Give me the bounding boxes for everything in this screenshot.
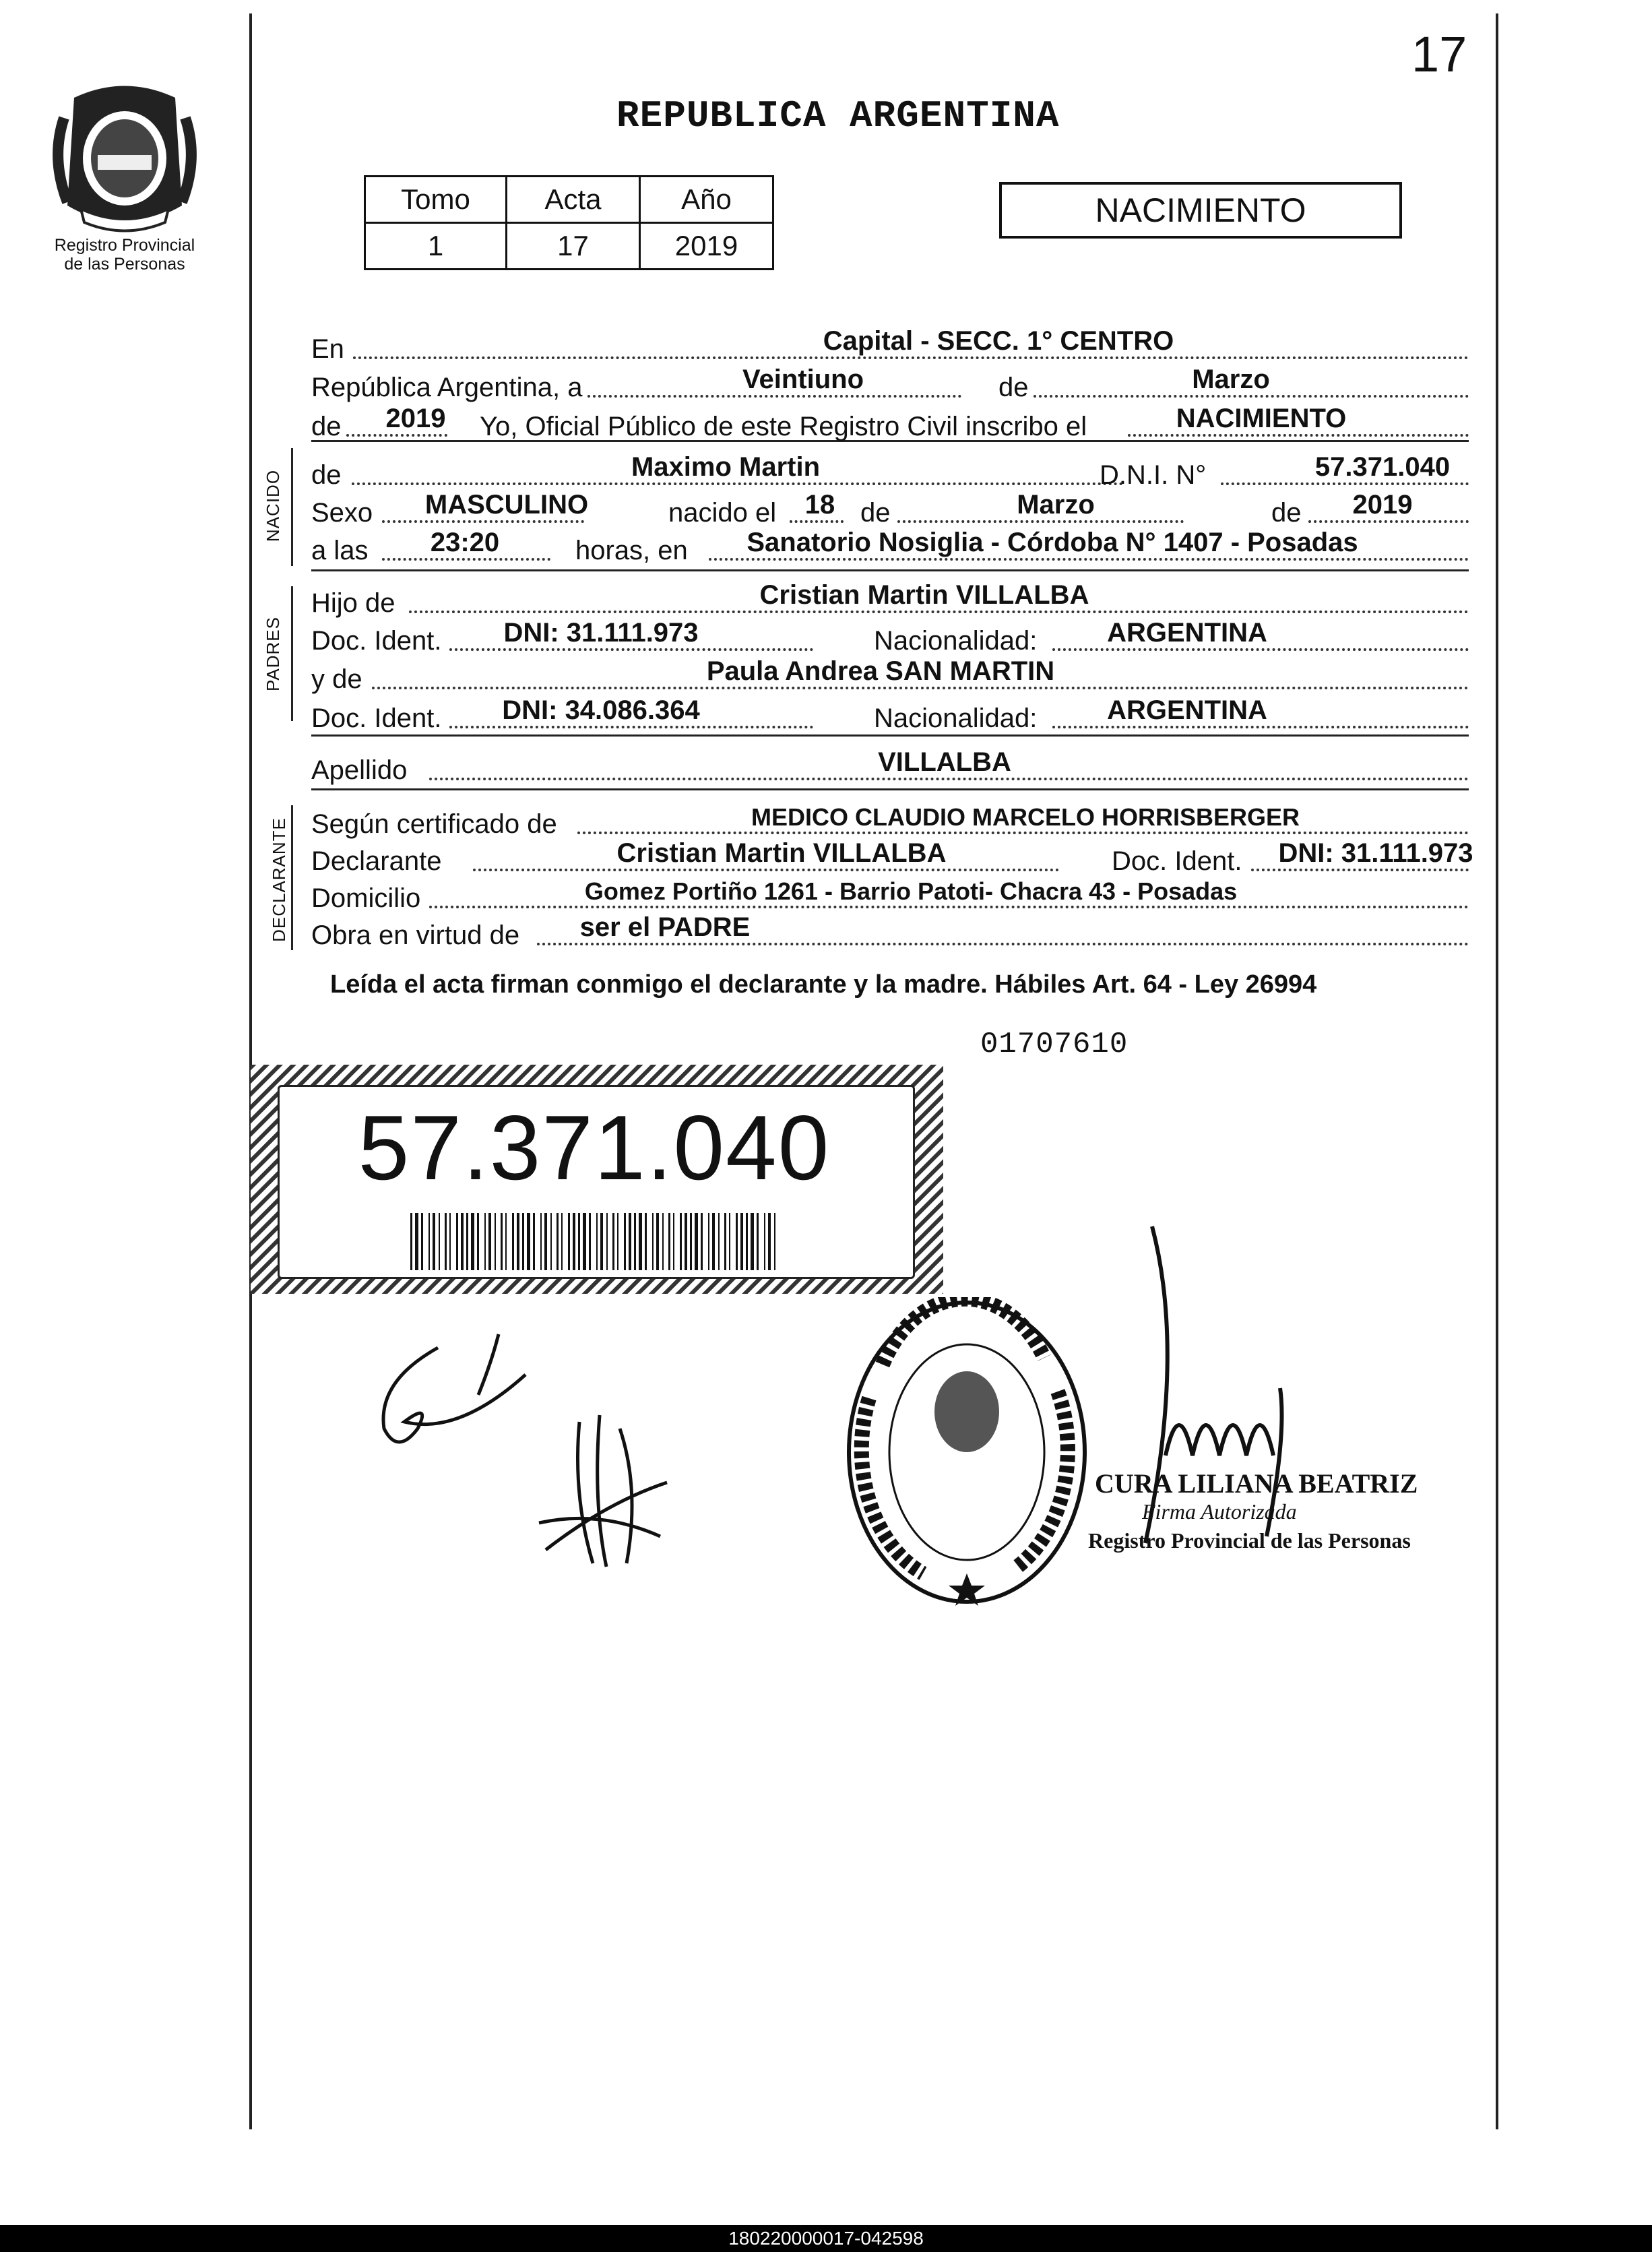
label-domicilio: Domicilio (311, 883, 421, 913)
signatory-role: Firma Autorizada (1142, 1499, 1297, 1524)
value-inscribo: NACIMIENTO (1176, 404, 1347, 433)
divider-declarante-top (311, 788, 1469, 790)
label-doc1: Doc. Ident. (311, 626, 442, 656)
value-apellido: VILLALBA (878, 747, 1011, 777)
registry-seal-icon (842, 1297, 1091, 1607)
label-obra: Obra en virtud de (311, 920, 520, 950)
value-nac2: ARGENTINA (1107, 695, 1267, 725)
closing-text: Leída el acta firman conmigo el declarante y la madre. Hábiles Art. 64 - Ley 26994 (330, 970, 1317, 999)
row-sexo (311, 491, 1469, 531)
dots (352, 482, 1123, 485)
side-label-nacido: NACIDO (263, 469, 284, 542)
row-segun (311, 802, 1469, 842)
bracket-nacido (291, 448, 293, 566)
label-de2: de (311, 412, 342, 441)
value-sexo: MASCULINO (424, 490, 589, 520)
row-obra (311, 913, 1469, 953)
bracket-declarante (291, 805, 293, 950)
side-label-declarante: DECLARANTE (268, 817, 289, 942)
value-lugar: Sanatorio Nosiglia - Córdoba N° 1407 - Posadas (746, 528, 1358, 557)
row-y-de (311, 657, 1469, 697)
label-a-las: a las (311, 536, 369, 565)
signature-2 (532, 1402, 680, 1570)
header-acta: Acta (507, 177, 640, 223)
logo-line-2: de las Personas (64, 255, 185, 274)
dots (1221, 482, 1469, 485)
row-doc-madre (311, 696, 1469, 737)
value-anio: 2019 (385, 404, 446, 433)
value-acta: 17 (507, 223, 640, 270)
value-padre: Cristian Martin VILLALBA (759, 580, 1089, 610)
label-apellido: Apellido (311, 755, 408, 785)
registry-logo-caption (34, 236, 216, 274)
label-sexo: Sexo (311, 498, 373, 528)
row-doc-padre (311, 619, 1469, 659)
page-number: 17 (1411, 26, 1467, 82)
page-title: REPUBLICA ARGENTINA (616, 94, 1060, 137)
label-dni: D.N.I. N° (1100, 460, 1207, 490)
dots (1308, 520, 1469, 523)
label-declarante: Declarante (311, 846, 442, 876)
bracket-padres (291, 586, 293, 721)
value-doc1: DNI: 31.111.973 (503, 618, 699, 648)
dots (382, 558, 550, 561)
label-nac1: Nacionalidad: (874, 626, 1038, 656)
dots (353, 356, 1469, 359)
dots (409, 611, 1469, 613)
label-en: En (311, 334, 344, 364)
value-dni: 57.371.040 (1314, 452, 1451, 482)
row-declarante (311, 838, 1473, 879)
label-segun: Según certificado de (311, 809, 557, 839)
dots (372, 687, 1469, 689)
dots (709, 558, 1469, 561)
value-hora: 23:20 (430, 528, 500, 557)
dots (897, 520, 1184, 523)
dots (587, 395, 961, 398)
divider-padres-top (311, 569, 1469, 571)
label-de: de (998, 373, 1029, 402)
dots (1251, 869, 1469, 871)
right-margin-line (1496, 13, 1498, 2129)
act-type-box: NACIMIENTO (999, 182, 1402, 239)
dots (1052, 726, 1469, 728)
dots (429, 778, 1469, 780)
label-doc2: Doc. Ident. (311, 703, 442, 733)
value-nac-dia: 18 (804, 490, 835, 520)
value-tomo: 1 (365, 223, 507, 270)
dots (346, 434, 447, 437)
dots (1052, 648, 1469, 651)
value-nac-anio: 2019 (1352, 490, 1413, 520)
label-y-de: y de (311, 664, 362, 694)
stamp-number: 01707610 (980, 1028, 1129, 1061)
dots (790, 520, 844, 523)
row-domicilio (311, 876, 1469, 916)
logo-line-1: Registro Provincial (54, 236, 195, 255)
value-declarante: Cristian Martin VILLALBA (616, 838, 947, 868)
row-apellido (311, 748, 1469, 788)
dots (577, 832, 1469, 834)
dots (449, 648, 813, 651)
value-nombre: Maximo Martin (631, 452, 821, 482)
label-yo: Yo, Oficial Público de este Registro Civil inscribo el (480, 412, 1087, 441)
label-doc3: Doc. Ident. (1112, 846, 1242, 876)
signatory-org: Registro Provincial de las Personas (1088, 1528, 1411, 1553)
label-de4: de (1271, 498, 1302, 528)
dots (382, 520, 584, 523)
value-doc2: DNI: 34.086.364 (502, 695, 700, 725)
row-hijo-de (311, 581, 1469, 621)
value-domicilio: Gomez Portiño 1261 - Barrio Patoti- Chacra 43 - Posadas (584, 877, 1238, 905)
label-nac2: Nacionalidad: (874, 703, 1038, 733)
label-nacido-el: nacido el (668, 498, 777, 528)
dots (1128, 434, 1469, 437)
registry-table (364, 175, 774, 270)
barcode-icon (408, 1213, 778, 1270)
row-en (311, 327, 1469, 367)
dots (1034, 395, 1469, 398)
dots (537, 943, 1469, 945)
value-en: Capital - SECC. 1° CENTRO (823, 326, 1174, 356)
value-obra: ser el PADRE (579, 912, 751, 942)
label-hijo-de: Hijo de (311, 588, 395, 618)
province-crest-icon (47, 77, 202, 232)
dots (429, 906, 1469, 908)
value-anio: 2019 (640, 223, 773, 270)
signatory-name: CURA LILIANA BEATRIZ (1095, 1468, 1418, 1499)
side-label-padres: PADRES (263, 617, 283, 691)
value-doc3: DNI: 31.111.973 (1278, 838, 1473, 868)
value-nac1: ARGENTINA (1107, 618, 1267, 648)
barcode-number: 57.371.040 (358, 1096, 831, 1199)
header-tomo: Tomo (365, 177, 507, 223)
dots (473, 869, 1059, 871)
row-hora (311, 528, 1469, 569)
dots (449, 726, 813, 728)
footer-code: 180220000017-042598 (0, 2225, 1652, 2252)
value-mes: Marzo (1192, 365, 1270, 394)
label-republica: República Argentina, a (311, 373, 583, 402)
row-republica (311, 365, 1469, 406)
value-madre: Paula Andrea SAN MARTIN (706, 656, 1055, 686)
value-segun: MEDICO CLAUDIO MARCELO HORRISBERGER (751, 803, 1300, 831)
label-nombre: de (311, 460, 342, 490)
row-nombre (311, 453, 1469, 493)
row-anio (311, 404, 1469, 445)
value-nac-mes: Marzo (1017, 490, 1095, 520)
header-anio: Año (640, 177, 773, 223)
label-de3: de (860, 498, 891, 528)
label-horas-en: horas, en (575, 536, 688, 565)
value-dia: Veintiuno (742, 365, 864, 394)
